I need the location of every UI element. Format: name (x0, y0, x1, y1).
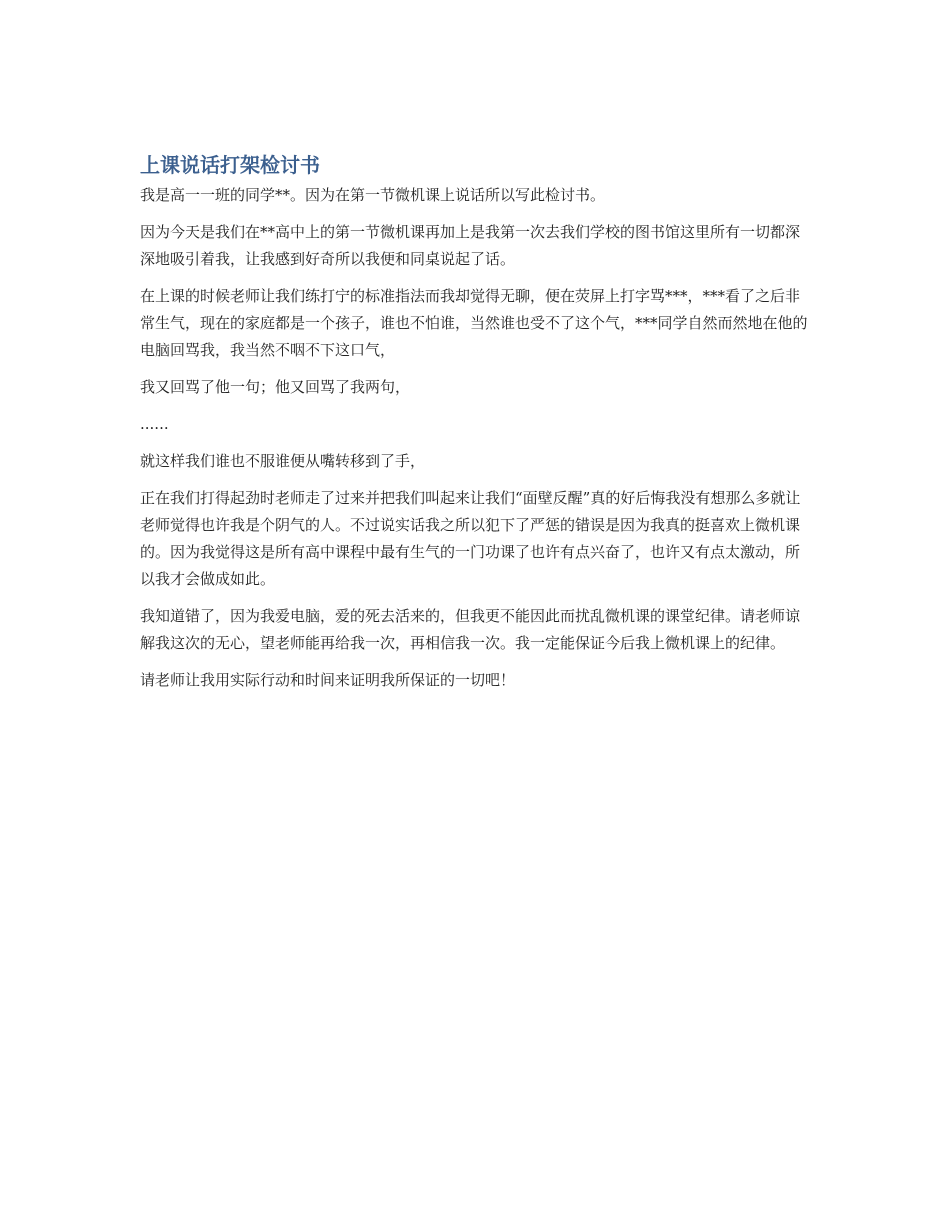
paragraph-closing: 请老师让我用实际行动和时间来证明我所保证的一切吧！ (140, 671, 516, 689)
paragraph-intro: 我是高一一班的同学**。因为在第一节微机课上说话所以写此检讨书。 (140, 186, 606, 204)
paragraph-escalation: 就这样我们谁也不服谁便从嘴转移到了手， (140, 452, 426, 470)
paragraph-ellipsis: ...... (140, 415, 169, 433)
paragraph-incident: 在上课的时候老师让我们练打宁的标准指法而我却觉得无聊，便在荧屏上打字骂***，***看了之后非常生气，现在的家庭都是一个孩子，谁也不怕谁，当然谁也受不了这个气，***同学自然而然地在他的电脑回骂我，我当然不咽不下这口气， (140, 287, 808, 359)
document-title: 上课说话打架检讨书 (140, 153, 320, 177)
document-body (140, 150, 808, 704)
paragraph-reason: 因为今天是我们在**高中上的第一节微机课再加上是我第一次去我们学校的图书馆这里所有一切都深深地吸引着我，让我感到好奇所以我便和同桌说起了话。 (140, 223, 801, 268)
paragraph-regret: 正在我们打得起劲时老师走了过来并把我们叫起来让我们“面壁反醒”真的好后悔我没有想那么多就让老师觉得也许我是个阴气的人。不过说实话我之所以犯下了严惩的错误是因为我真的挺喜欢上微机课的。因为我觉得这是所有高中课程中最有生气的一门功课了也许有点兴奋了，也许又有点太激动，所以我才会做成如此。 (140, 489, 801, 588)
paragraph-exchange: 我又回骂了他一句；他又回骂了我两句， (140, 378, 411, 396)
paragraph-apology: 我知道错了，因为我爱电脑，爱的死去活来的，但我更不能因此而扰乱微机课的课堂纪律。请老师谅解我这次的无心，望老师能再给我一次，再相信我一次。我一定能保证今后我上微机课上的纪律。 (140, 607, 801, 652)
